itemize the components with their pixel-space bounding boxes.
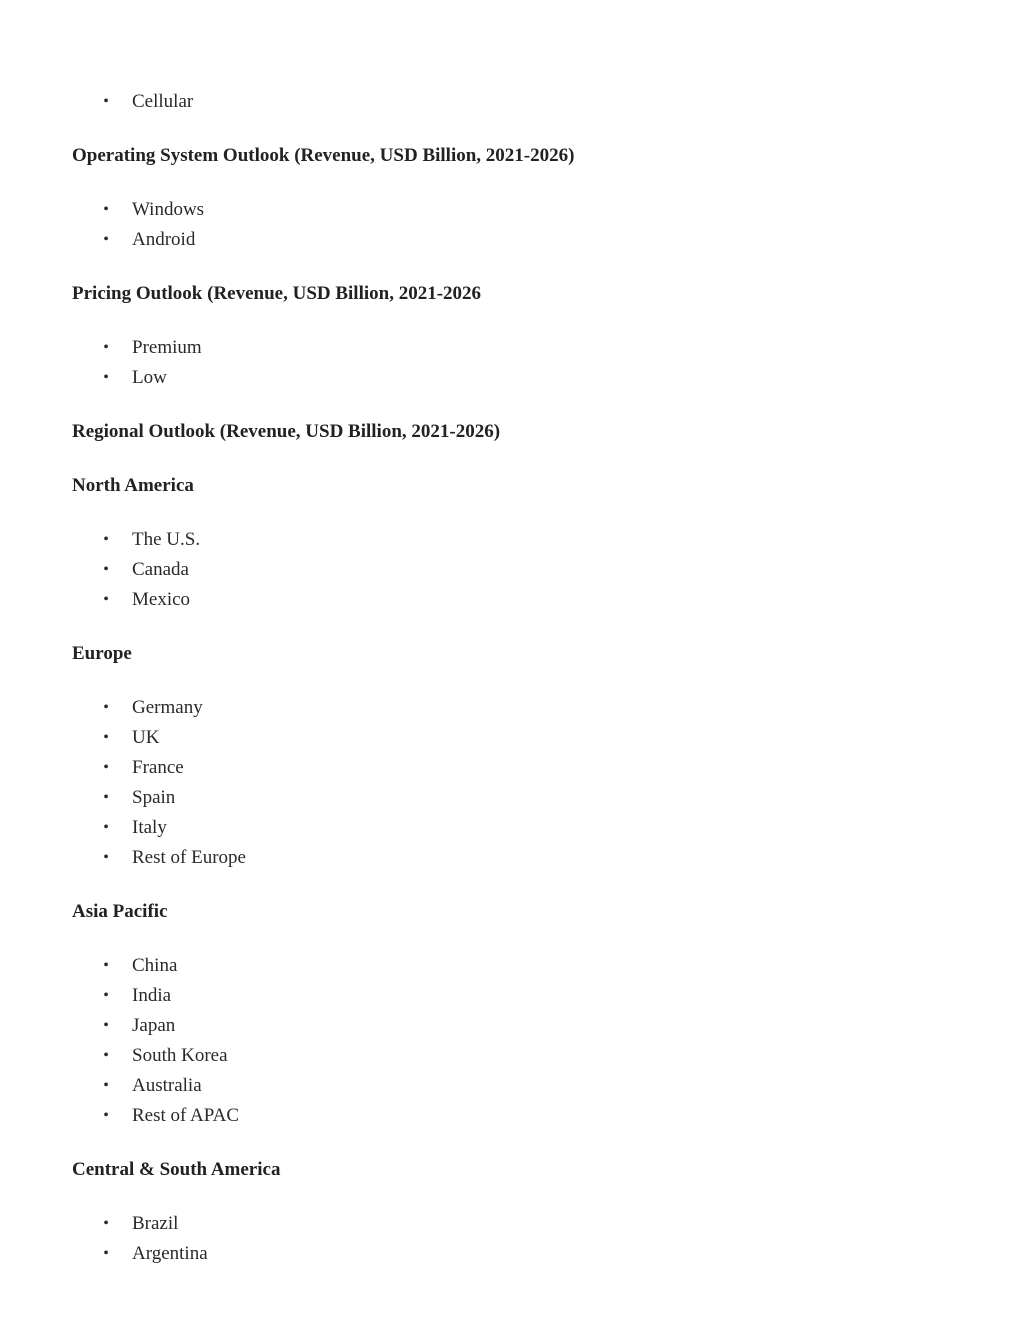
bullet-icon: • — [103, 987, 109, 1004]
bullet-icon: • — [103, 591, 109, 608]
list-item-text: Rest of Europe — [132, 847, 246, 868]
bullet-icon: • — [103, 561, 109, 578]
list-item-text: Low — [132, 367, 167, 388]
section-heading: Pricing Outlook (Revenue, USD Billion, 2021-2026 — [72, 283, 482, 304]
bullet-icon: • — [103, 1215, 109, 1232]
list-item-text: Mexico — [132, 589, 191, 610]
bullet-icon: • — [103, 531, 109, 548]
list-item-text: Australia — [132, 1075, 202, 1096]
list-item-text: India — [132, 985, 172, 1006]
list-item-text: Android — [132, 229, 196, 250]
bullet-icon: • — [103, 819, 109, 836]
section-heading: Operating System Outlook (Revenue, USD Billion, 2021-2026) — [72, 145, 575, 166]
list-item-text: The U.S. — [132, 529, 201, 550]
bullet-icon: • — [103, 369, 109, 386]
list-item-text: Spain — [132, 787, 176, 808]
list-item-text: France — [132, 757, 184, 778]
bullet-icon: • — [103, 789, 109, 806]
list-item-text: South Korea — [132, 1045, 228, 1066]
bullet-icon: • — [103, 729, 109, 746]
list-item-text: Rest of APAC — [132, 1105, 239, 1126]
bullet-icon: • — [103, 1245, 109, 1262]
bullet-icon: • — [103, 1107, 109, 1124]
list-item-text: China — [132, 955, 178, 976]
bullet-icon: • — [103, 957, 109, 974]
list-item-text: Argentina — [132, 1243, 208, 1264]
list-item-text: Premium — [132, 337, 202, 358]
list-item-text: Brazil — [132, 1213, 179, 1234]
section-heading: Central & South America — [72, 1159, 281, 1180]
bullet-icon: • — [103, 1047, 109, 1064]
bullet-icon: • — [103, 93, 109, 110]
list-item-text: Italy — [132, 817, 167, 838]
bullet-icon: • — [103, 201, 109, 218]
section-heading: Regional Outlook (Revenue, USD Billion, 2021-2026) — [72, 421, 501, 442]
bullet-icon: • — [103, 759, 109, 776]
bullet-icon: • — [103, 339, 109, 356]
section-heading: Asia Pacific — [72, 901, 168, 922]
bullet-icon: • — [103, 849, 109, 866]
list-item-text: Germany — [132, 697, 203, 718]
section-heading: North America — [72, 475, 194, 496]
list-item-text: UK — [132, 727, 160, 748]
list-item-text: Cellular — [132, 91, 194, 112]
bullet-icon: • — [103, 1017, 109, 1034]
bullet-icon: • — [103, 699, 109, 716]
list-item-text: Japan — [132, 1015, 176, 1036]
list-item-text: Windows — [132, 199, 205, 220]
section-heading: Europe — [72, 643, 132, 664]
bullet-icon: • — [103, 231, 109, 248]
bullet-icon: • — [103, 1077, 109, 1094]
list-item-text: Canada — [132, 559, 189, 580]
